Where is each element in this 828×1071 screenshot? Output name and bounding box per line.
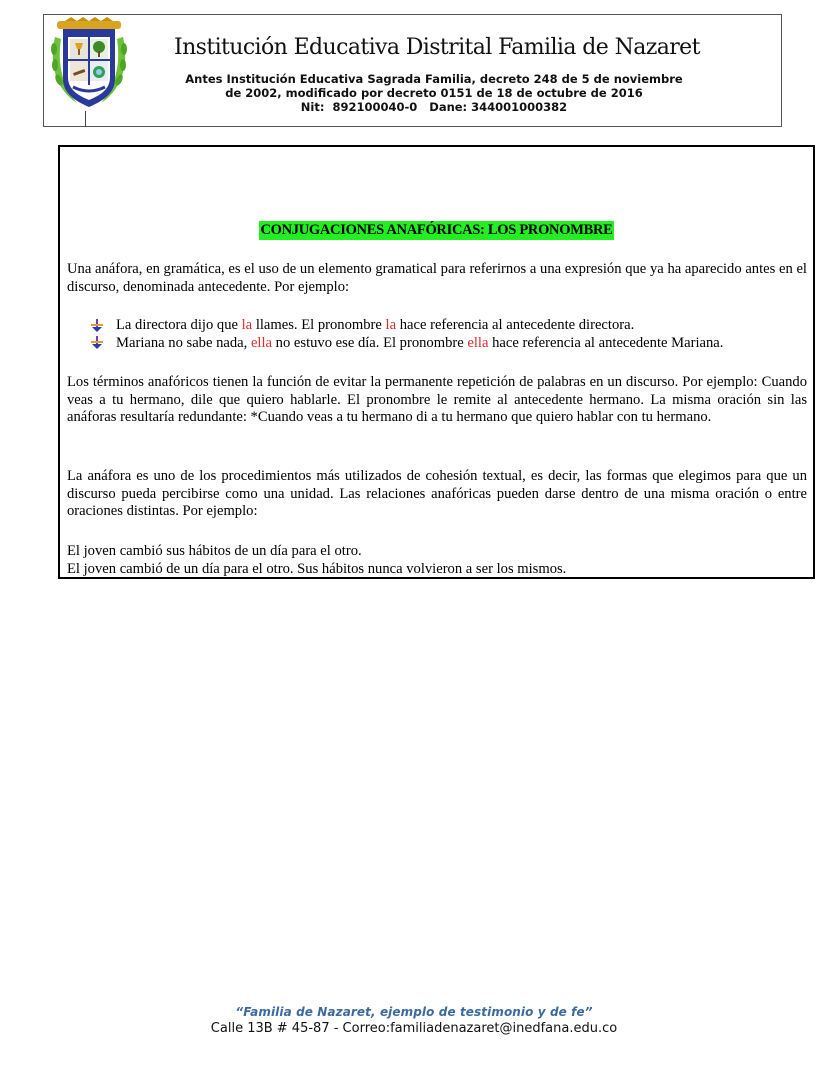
- bullet-item: [90, 335, 807, 353]
- bullet-text-part: llames. El pronombre: [252, 317, 386, 333]
- institution-name: Institución Educativa Distrital Familia de Nazaret: [174, 35, 700, 60]
- letterhead: [43, 14, 782, 127]
- bullet-text-part: Mariana no sabe nada,: [116, 334, 251, 351]
- bullet-text-part: La directora dijo que: [116, 317, 242, 333]
- paragraph-definition: Una anáfora, en gramática, es el uso de un elemento gramatical para referirnos a una expresión que ya ha aparecido antes en el discurso, denominada antecedente. Por ejemplo:: [67, 261, 807, 295]
- example-bullet-list: [90, 317, 807, 352]
- bullet-text: [116, 335, 723, 353]
- down-arrow-bullet-icon: [90, 336, 104, 350]
- lesson-title: CONJUGACIONES ANAFÓRICAS: LOS PRONOMBRE: [260, 222, 613, 238]
- footer-motto: “Familia de Nazaret, ejemplo de testimonio y de fe”: [235, 1005, 593, 1019]
- page-footer: [0, 1005, 828, 1037]
- example-sentence: El joven cambió sus hábitos de un día para el otro.: [67, 543, 362, 559]
- pronoun-highlight: ella: [250, 334, 273, 351]
- pronoun-highlight: ella: [467, 334, 489, 351]
- bullet-text-part: hace referencia al antecedente Mariana.: [488, 334, 724, 351]
- paragraph-function: Los términos anafóricos tienen la función de evitar la permanente repetición de palabras en un discurso. Por ejemplo: Cuando veas a tu hermano, dile que quiero hablarle. El pronombre le remite al antecedente hermano. La misma oración sin las anáforas resultaría redundante: *Cuando veas a tu hermano di a tu hermano que quiero hablar con tu hermano.: [67, 374, 807, 425]
- pronoun-highlight: la: [241, 317, 253, 333]
- lesson-content-box: [58, 145, 815, 579]
- bullet-item: [90, 317, 807, 335]
- down-arrow-bullet-icon: [90, 319, 104, 333]
- example-sentence: El joven cambió de un día para el otro. Sus hábitos nunca volvieron a ser los mismos.: [67, 560, 567, 577]
- institution-details: [154, 72, 714, 114]
- bullet-text-part: no estuvo ese día. El pronombre: [272, 334, 468, 351]
- bullet-text-part: hace referencia al antecedente directora.: [396, 317, 635, 333]
- paragraph-cohesion: La anáfora es uno de los procedimientos más utilizados de cohesión textual, es decir, las formas que elegimos para que un discurso pueda percibirse como una unidad. Las relaciones anafóricas pueden darse dentro de una misma oración o entre oraciones distintas. Por ejemplo:: [67, 468, 807, 519]
- footer-address: Calle 13B # 45-87 - Correo:familiadenazaret@inedfana.edu.co: [210, 1021, 618, 1036]
- bullet-text: [116, 317, 634, 335]
- example-sentences: [67, 543, 566, 578]
- school-crest-icon: [49, 17, 129, 113]
- pronoun-highlight: la: [385, 317, 397, 333]
- institution-detail-line: de 2002, modificado por decreto 0151 de 18 de octubre de 2016: [225, 86, 643, 100]
- lesson-title-wrap: [60, 222, 813, 240]
- crest-stem-line: [85, 111, 86, 127]
- institution-nit-dane: Nit: 892100040-0 Dane: 344001000382: [300, 100, 568, 114]
- institution-detail-line: Antes Institución Educativa Sagrada Familia, decreto 248 de 5 de noviembre: [185, 72, 683, 86]
